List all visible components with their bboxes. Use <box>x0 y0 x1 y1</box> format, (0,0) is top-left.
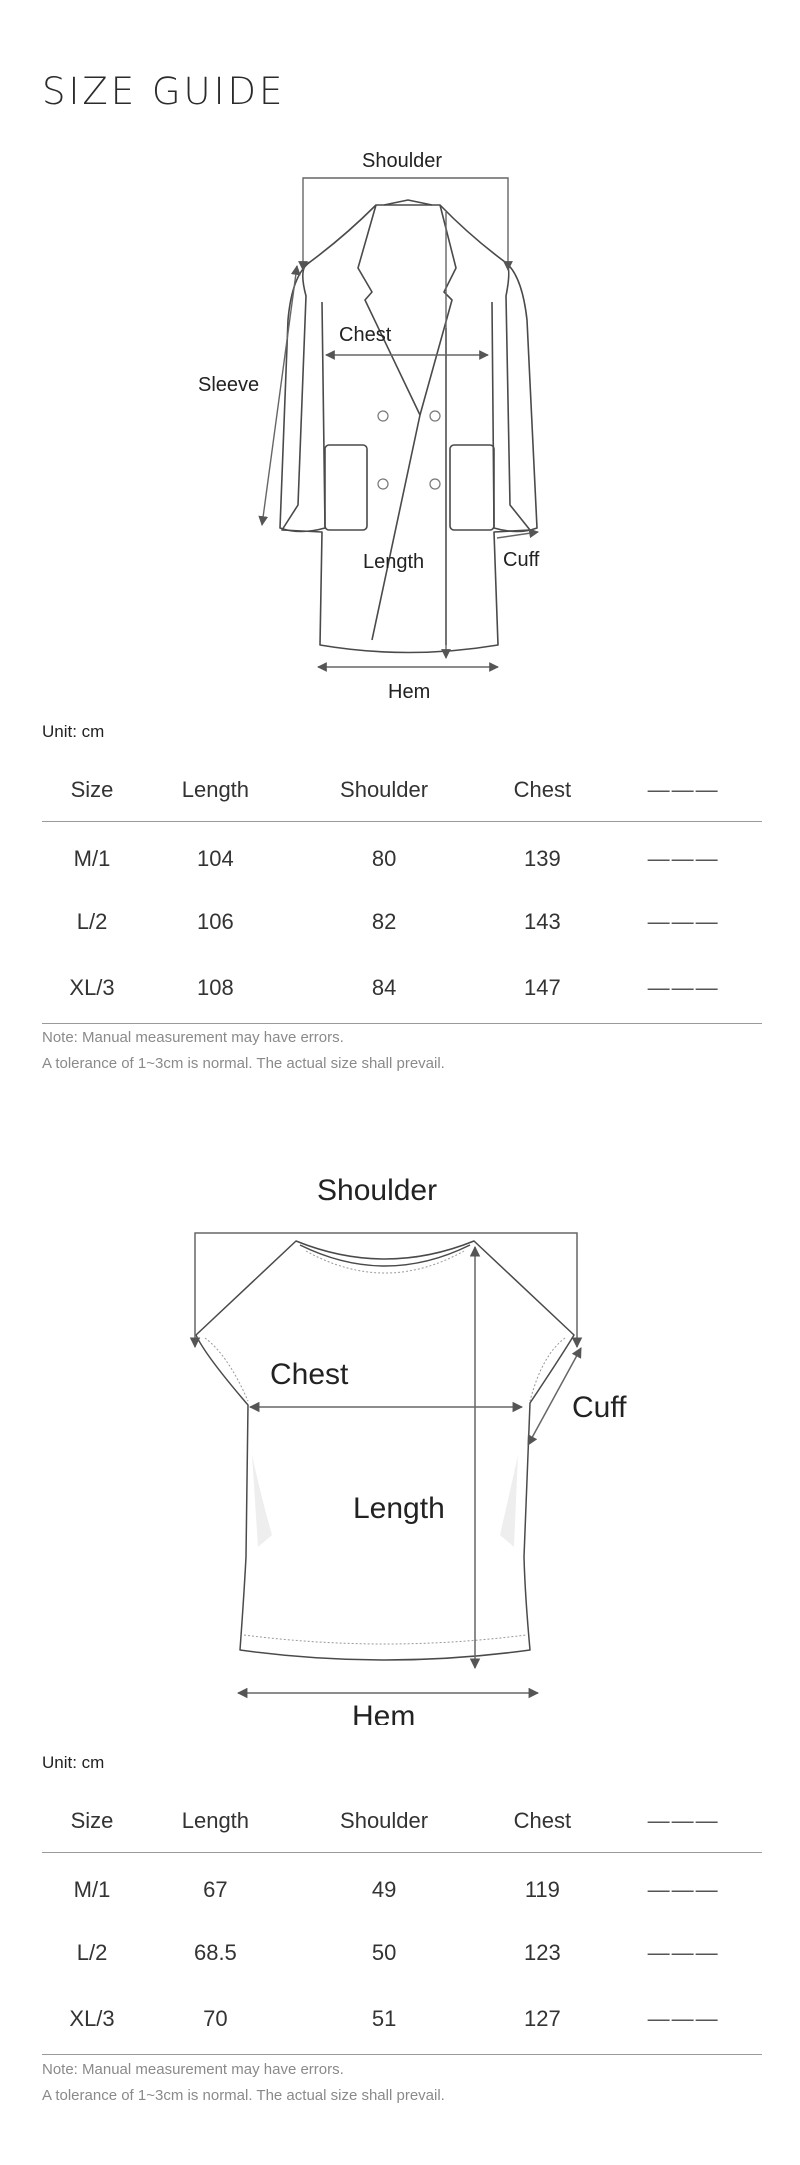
coat-size-table <box>42 759 762 1024</box>
table-row <box>42 890 762 953</box>
tee-diagram <box>0 1155 800 1725</box>
cell-shoulder: 49 <box>371 1876 397 1902</box>
coat-diagram <box>0 0 800 700</box>
table-row <box>42 1853 762 1922</box>
header-length: Length <box>142 759 289 822</box>
cell-size: XL/3 <box>42 953 142 1024</box>
cell-shoulder: 80 <box>371 845 397 871</box>
table-row <box>42 953 762 1024</box>
tee-length-label: Length <box>353 1492 445 1525</box>
note-line-1: Note: Manual measurement may have errors. <box>42 2061 344 2078</box>
tee-note <box>42 2057 445 2109</box>
coat-shoulder-label: Shoulder <box>362 150 443 172</box>
table-header-row <box>42 1790 762 1853</box>
cell-shoulder: 51 <box>289 1984 480 2055</box>
coat-sleeve-label: Sleeve <box>198 374 260 396</box>
tee-unit-label: Unit: cm <box>42 1753 105 1772</box>
cell-length: 108 <box>142 953 289 1024</box>
tee-cuff-label: Cuff <box>572 1391 627 1424</box>
cell-length: 104 <box>197 845 234 871</box>
coat-cuff-label: Cuff <box>503 549 540 571</box>
header-chest: Chest <box>479 1790 605 1853</box>
cell-size: L/2 <box>76 908 108 934</box>
page-title: SIZE GUIDE <box>42 70 286 113</box>
tee-size-table <box>42 1790 762 2055</box>
cell-length: 68.5 <box>193 1939 237 1965</box>
table-row <box>42 1921 762 1984</box>
note-line-1: Note: Manual measurement may have errors. <box>42 1029 344 1046</box>
cell-placeholder: ——— <box>647 845 720 871</box>
cell-shoulder: 50 <box>371 1939 397 1965</box>
cell-size: M/1 <box>73 1876 111 1902</box>
note-line-2: A tolerance of 1~3cm is normal. The actual size shall prevail. <box>42 1055 445 1072</box>
cell-placeholder: ——— <box>647 1939 720 1965</box>
cell-placeholder: ——— <box>647 1876 720 1902</box>
cell-size: M/1 <box>73 845 111 871</box>
header-placeholder: ——— <box>605 1790 762 1853</box>
cell-placeholder: ——— <box>605 953 762 1024</box>
header-shoulder: Shoulder <box>289 759 480 822</box>
header-shoulder: Shoulder <box>289 1790 480 1853</box>
cell-chest: 139 <box>524 845 561 871</box>
cell-size: XL/3 <box>42 1984 142 2055</box>
tee-hem-label: Hem <box>352 1700 416 1725</box>
cell-chest: 147 <box>479 953 605 1024</box>
coat-note <box>42 1025 445 1077</box>
cell-placeholder: ——— <box>605 1984 762 2055</box>
header-length: Length <box>142 1790 289 1853</box>
tee-chest-label: Chest <box>270 1358 349 1391</box>
coat-unit-label: Unit: cm <box>42 722 105 741</box>
note-line-2: A tolerance of 1~3cm is normal. The actual size shall prevail. <box>42 2087 445 2104</box>
table-row <box>42 822 762 891</box>
header-chest: Chest <box>479 759 605 822</box>
cell-placeholder: ——— <box>647 908 720 934</box>
coat-length-label: Length <box>363 551 425 573</box>
table-row <box>42 1984 762 2055</box>
cell-shoulder: 82 <box>371 908 397 934</box>
coat-chest-label: Chest <box>339 324 392 346</box>
tee-shoulder-label: Shoulder <box>317 1174 438 1207</box>
cell-length: 70 <box>142 1984 289 2055</box>
cell-chest: 119 <box>524 1876 560 1902</box>
table-header-row <box>42 759 762 822</box>
cell-length: 106 <box>197 908 234 934</box>
header-placeholder: ——— <box>605 759 762 822</box>
cell-chest: 127 <box>479 1984 605 2055</box>
header-size: Size <box>42 1790 142 1853</box>
cell-chest: 123 <box>524 1939 561 1965</box>
cell-shoulder: 84 <box>289 953 480 1024</box>
cell-length: 67 <box>203 1876 228 1902</box>
cell-chest: 143 <box>524 908 561 934</box>
coat-hem-label: Hem <box>388 681 431 700</box>
cell-size: L/2 <box>76 1939 108 1965</box>
header-size: Size <box>42 759 142 822</box>
